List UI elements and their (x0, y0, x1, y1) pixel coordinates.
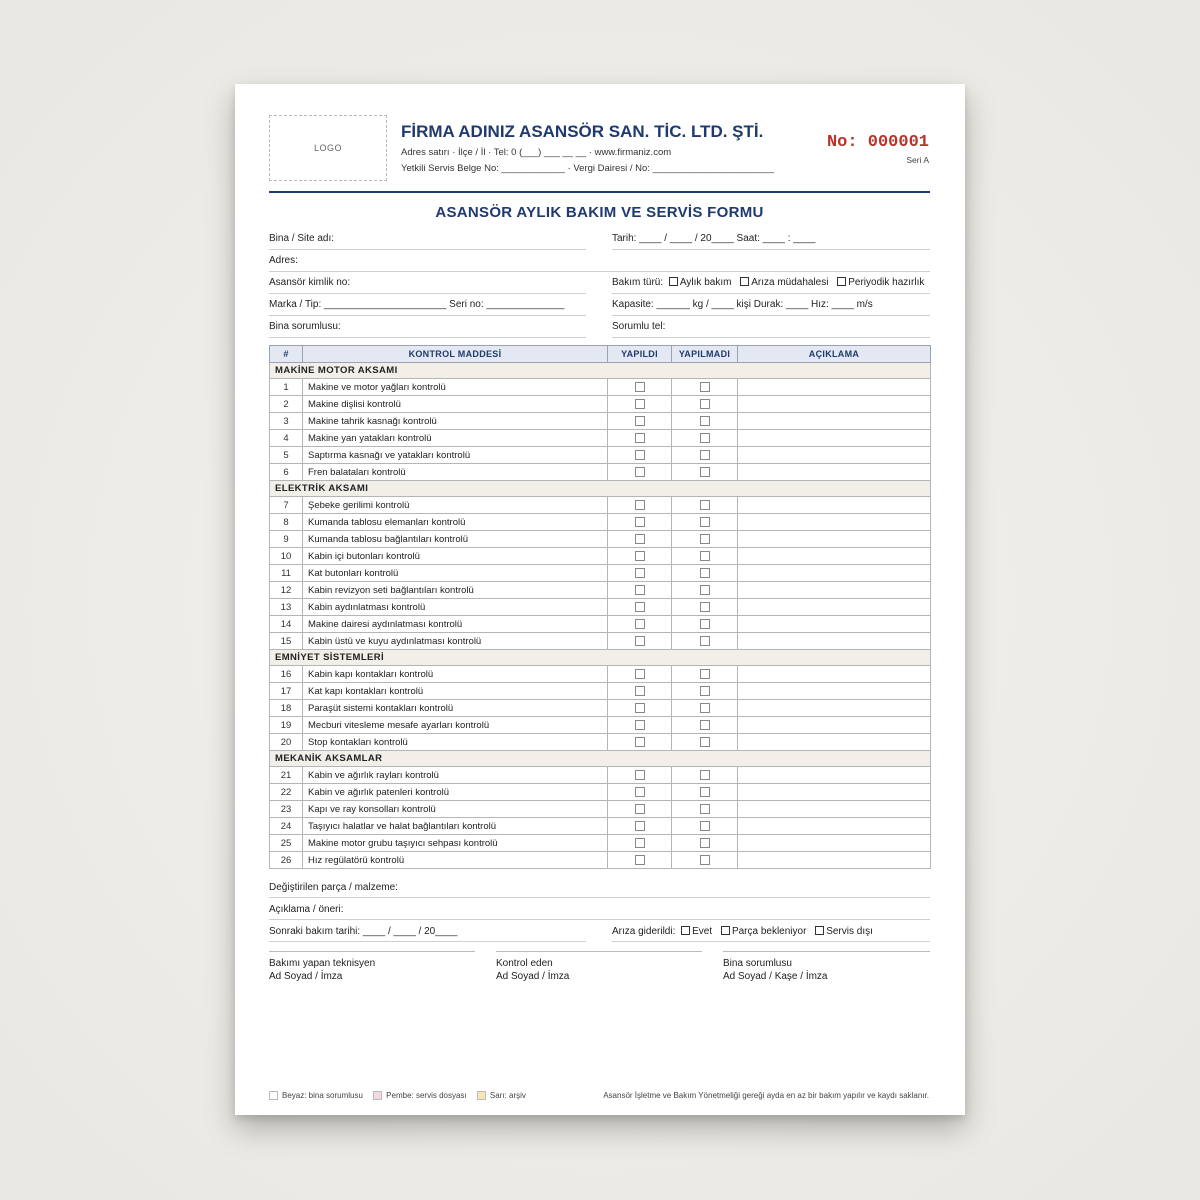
notes-field[interactable]: Açıklama / öneri: (269, 904, 344, 915)
table-row (270, 666, 931, 683)
serial-number: No: 000001 (826, 133, 929, 152)
done-cell (608, 548, 672, 565)
not-done-cell (672, 818, 738, 835)
not-done-checkbox[interactable] (700, 433, 710, 443)
field-underline (269, 315, 586, 316)
done-cell (608, 666, 672, 683)
done-cell (608, 497, 672, 514)
field-underline (612, 337, 930, 338)
table-row (270, 396, 931, 413)
responsible-tel-field[interactable]: Sorumlu tel: (612, 321, 666, 332)
table-row (270, 734, 931, 751)
table-row (270, 497, 931, 514)
out-of-service-checkbox[interactable] (815, 926, 824, 935)
col-done: YAPILDI (608, 346, 672, 363)
table-row (270, 700, 931, 717)
done-cell (608, 514, 672, 531)
section-title: EMNİYET SİSTEMLERİ (270, 650, 931, 666)
item-number: 6 (270, 464, 303, 481)
item-number: 10 (270, 548, 303, 565)
table-row (270, 413, 931, 430)
not-done-cell (672, 599, 738, 616)
maintenance-type-label: Bakım türü: (612, 277, 664, 289)
table-row (270, 430, 931, 447)
item-number: 14 (270, 616, 303, 633)
item-number: 22 (270, 784, 303, 801)
not-done-checkbox[interactable] (700, 399, 710, 409)
yes-label: Evet (692, 926, 713, 938)
field-underline (269, 249, 586, 250)
table-row (270, 683, 931, 700)
not-done-cell (672, 734, 738, 751)
item-text: Makine tahrik kasnağı kontrolü (303, 413, 608, 430)
item-text: Saptırma kasnağı ve yatakları kontrolü (303, 447, 608, 464)
table-row (270, 767, 931, 784)
section-row (270, 363, 931, 379)
done-checkbox[interactable] (635, 838, 645, 848)
not-done-checkbox[interactable] (700, 636, 710, 646)
notes-cell[interactable] (738, 464, 931, 481)
periodic-label: Periyodik hazırlık (848, 277, 925, 289)
done-checkbox[interactable] (635, 737, 645, 747)
item-number: 11 (270, 565, 303, 582)
not-done-checkbox[interactable] (700, 534, 710, 544)
yes-checkbox[interactable] (681, 926, 690, 935)
responsible-field[interactable]: Bina sorumlusu: (269, 321, 341, 332)
item-text: Şebeke gerilimi kontrolü (303, 497, 608, 514)
notes-cell[interactable] (738, 852, 931, 869)
item-text: Mecburi vitesleme mesafe ayarları kontrolü (303, 717, 608, 734)
item-number: 20 (270, 734, 303, 751)
white-copy-swatch (269, 1091, 278, 1100)
not-done-checkbox[interactable] (700, 450, 710, 460)
not-done-checkbox[interactable] (700, 855, 710, 865)
item-text: Kat butonları kontrolü (303, 565, 608, 582)
signature-line (496, 951, 702, 952)
not-done-cell (672, 683, 738, 700)
item-text: Makine motor grubu taşıyıcı sehpası kontrolü (303, 835, 608, 852)
item-number: 9 (270, 531, 303, 548)
item-text: Taşıyıcı halatlar ve halat bağlantıları kontrolü (303, 818, 608, 835)
item-number: 17 (270, 683, 303, 700)
section-title: ELEKTRİK AKSAMI (270, 481, 931, 497)
table-row (270, 818, 931, 835)
done-cell (608, 683, 672, 700)
table-row (270, 464, 931, 481)
item-text: Kumanda tablosu elemanları kontrolü (303, 514, 608, 531)
not-done-checkbox[interactable] (700, 467, 710, 477)
table-header-row (270, 346, 931, 363)
signature-sub: Ad Soyad / İmza (269, 971, 343, 982)
awaiting-parts-label: Parça bekleniyor (731, 926, 807, 938)
notes-cell[interactable] (738, 616, 931, 633)
item-number: 23 (270, 801, 303, 818)
done-cell (608, 700, 672, 717)
notes-cell[interactable] (738, 717, 931, 734)
yellow-copy-swatch (477, 1091, 486, 1100)
done-checkbox[interactable] (635, 821, 645, 831)
parts-field[interactable]: Değiştirilen parça / malzeme: (269, 882, 398, 893)
done-cell (608, 633, 672, 650)
done-cell (608, 531, 672, 548)
notes-cell[interactable] (738, 396, 931, 413)
company-authorization: Yetkili Servis Belge No: ____________ · Vergi Dairesi / No: _______________________ (401, 163, 775, 174)
table-row (270, 835, 931, 852)
not-done-cell (672, 852, 738, 869)
item-number: 15 (270, 633, 303, 650)
not-done-checkbox[interactable] (700, 787, 710, 797)
yellow-copy-label: Sarı: arşiv (489, 1091, 526, 1100)
item-number: 2 (270, 396, 303, 413)
done-cell (608, 835, 672, 852)
item-number: 18 (270, 700, 303, 717)
notes-cell[interactable] (738, 514, 931, 531)
item-text: Kabin ve ağırlık rayları kontrolü (303, 767, 608, 784)
not-done-cell (672, 784, 738, 801)
logo-placeholder (269, 115, 387, 181)
pink-copy-label: Pembe: servis dosyası (386, 1091, 467, 1100)
table-row (270, 784, 931, 801)
notes-cell[interactable] (738, 599, 931, 616)
field-underline (269, 337, 586, 338)
not-done-checkbox[interactable] (700, 770, 710, 780)
done-cell (608, 565, 672, 582)
item-text: Hız regülatörü kontrolü (303, 852, 608, 869)
item-number: 5 (270, 447, 303, 464)
done-checkbox[interactable] (635, 585, 645, 595)
item-text: Kumanda tablosu bağlantıları kontrolü (303, 531, 608, 548)
done-cell (608, 734, 672, 751)
not-done-checkbox[interactable] (700, 382, 710, 392)
item-number: 12 (270, 582, 303, 599)
table-row (270, 633, 931, 650)
not-done-cell (672, 447, 738, 464)
done-checkbox[interactable] (635, 636, 645, 646)
done-checkbox[interactable] (635, 720, 645, 730)
done-checkbox[interactable] (635, 551, 645, 561)
done-checkbox[interactable] (635, 450, 645, 460)
signature-role: Kontrol eden (496, 958, 553, 969)
done-checkbox[interactable] (635, 855, 645, 865)
not-done-checkbox[interactable] (700, 585, 710, 595)
fault-response-label: Arıza müdahalesi (751, 277, 829, 289)
notes-cell[interactable] (738, 734, 931, 751)
done-checkbox[interactable] (635, 433, 645, 443)
monthly-label: Aylık bakım (679, 277, 732, 289)
elevator-id-field[interactable]: Asansör kimlik no: (269, 277, 351, 288)
not-done-checkbox[interactable] (700, 703, 710, 713)
out-of-service-label: Servis dışı (826, 926, 873, 938)
done-checkbox[interactable] (635, 500, 645, 510)
signature-role: Bina sorumlusu (723, 958, 792, 969)
signature-role: Bakımı yapan teknisyen (269, 958, 376, 969)
done-cell (608, 599, 672, 616)
item-number: 21 (270, 767, 303, 784)
signature-technician[interactable] (269, 957, 375, 983)
not-done-checkbox[interactable] (700, 720, 710, 730)
not-done-cell (672, 801, 738, 818)
not-done-checkbox[interactable] (700, 686, 710, 696)
item-text: Makine dairesi aydınlatması kontrolü (303, 616, 608, 633)
copy-legend (269, 1091, 526, 1100)
item-text: Makine yan yatakları kontrolü (303, 430, 608, 447)
done-checkbox[interactable] (635, 568, 645, 578)
item-number: 24 (270, 818, 303, 835)
fault-response-checkbox[interactable] (740, 277, 749, 286)
not-done-checkbox[interactable] (700, 804, 710, 814)
pink-copy-swatch (373, 1091, 382, 1100)
fault-resolved-label: Arıza giderildi: (612, 926, 676, 938)
item-number: 25 (270, 835, 303, 852)
not-done-cell (672, 565, 738, 582)
field-underline (269, 941, 586, 942)
monthly-checkbox[interactable] (669, 277, 678, 286)
not-done-checkbox[interactable] (700, 602, 710, 612)
table-row (270, 379, 931, 396)
item-number: 7 (270, 497, 303, 514)
item-text: Stop kontakları kontrolü (303, 734, 608, 751)
notes-cell[interactable] (738, 700, 931, 717)
done-cell (608, 464, 672, 481)
item-text: Kabin üstü ve kuyu aydınlatması kontrolü (303, 633, 608, 650)
fault-resolved-group (612, 926, 873, 940)
done-checkbox[interactable] (635, 534, 645, 544)
notes-cell[interactable] (738, 767, 931, 784)
table-row (270, 717, 931, 734)
not-done-cell (672, 464, 738, 481)
not-done-cell (672, 616, 738, 633)
item-number: 1 (270, 379, 303, 396)
notes-cell[interactable] (738, 447, 931, 464)
next-maintenance-field[interactable]: Sonraki bakım tarihi: ____ / ____ / 20____ (269, 926, 458, 937)
item-text: Fren balataları kontrolü (303, 464, 608, 481)
done-checkbox[interactable] (635, 467, 645, 477)
signature-inspector[interactable] (496, 957, 569, 983)
signature-line (269, 951, 475, 952)
notes-cell[interactable] (738, 379, 931, 396)
done-cell (608, 801, 672, 818)
signature-building-manager[interactable] (723, 957, 828, 983)
company-address: Adres satırı · İlçe / İl · Tel: 0 (___) ___ __ __ · www.firmaniz.com (401, 147, 672, 158)
done-cell (608, 818, 672, 835)
item-number: 4 (270, 430, 303, 447)
periodic-checkbox[interactable] (837, 277, 846, 286)
done-checkbox[interactable] (635, 686, 645, 696)
field-underline (269, 897, 930, 898)
not-done-checkbox[interactable] (700, 737, 710, 747)
notes-cell[interactable] (738, 633, 931, 650)
item-text: Kabin ve ağırlık patenleri kontrolü (303, 784, 608, 801)
notes-cell[interactable] (738, 683, 931, 700)
done-cell (608, 413, 672, 430)
field-underline (269, 293, 586, 294)
done-checkbox[interactable] (635, 602, 645, 612)
notes-cell[interactable] (738, 497, 931, 514)
item-number: 13 (270, 599, 303, 616)
item-text: Kapı ve ray konsolları kontrolü (303, 801, 608, 818)
table-row (270, 616, 931, 633)
not-done-checkbox[interactable] (700, 517, 710, 527)
section-title: MAKİNE MOTOR AKSAMI (270, 363, 931, 379)
field-underline (269, 919, 930, 920)
white-copy-label: Beyaz: bina sorumlusu (282, 1091, 363, 1100)
capacity-field[interactable]: Kapasite: ______ kg / ____ kişi Durak: ____ Hız: ____ m/s (612, 299, 873, 310)
item-text: Paraşüt sistemi kontakları kontrolü (303, 700, 608, 717)
not-done-cell (672, 430, 738, 447)
not-done-cell (672, 717, 738, 734)
field-underline (612, 293, 930, 294)
header-divider (269, 191, 930, 193)
not-done-cell (672, 700, 738, 717)
building-name-field[interactable]: Bina / Site adı: (269, 233, 335, 244)
item-number: 26 (270, 852, 303, 869)
not-done-cell (672, 379, 738, 396)
done-cell (608, 379, 672, 396)
table-row (270, 582, 931, 599)
col-not-done: YAPILMADI (672, 346, 738, 363)
done-checkbox[interactable] (635, 669, 645, 679)
done-cell (608, 852, 672, 869)
table-row (270, 852, 931, 869)
not-done-cell (672, 835, 738, 852)
notes-cell[interactable] (738, 548, 931, 565)
signature-line (723, 951, 930, 952)
section-row (270, 650, 931, 666)
done-cell (608, 767, 672, 784)
done-checkbox[interactable] (635, 804, 645, 814)
checklist-table (269, 345, 931, 869)
not-done-checkbox[interactable] (700, 551, 710, 561)
done-checkbox[interactable] (635, 787, 645, 797)
field-underline (269, 271, 930, 272)
checklist-body (270, 363, 931, 869)
notes-cell[interactable] (738, 582, 931, 599)
not-done-checkbox[interactable] (700, 568, 710, 578)
notes-cell[interactable] (738, 835, 931, 852)
not-done-cell (672, 582, 738, 599)
not-done-checkbox[interactable] (700, 821, 710, 831)
done-checkbox[interactable] (635, 619, 645, 629)
done-cell (608, 582, 672, 599)
done-checkbox[interactable] (635, 416, 645, 426)
done-checkbox[interactable] (635, 382, 645, 392)
notes-cell[interactable] (738, 531, 931, 548)
not-done-cell (672, 396, 738, 413)
not-done-checkbox[interactable] (700, 416, 710, 426)
done-checkbox[interactable] (635, 517, 645, 527)
notes-cell[interactable] (738, 666, 931, 683)
regulation-note: Asansör İşletme ve Bakım Yönetmeliği gereği ayda en az bir bakım yapılır ve kaydı saklanır. (603, 1091, 929, 1100)
not-done-cell (672, 633, 738, 650)
item-text: Kabin kapı kontakları kontrolü (303, 666, 608, 683)
table-row (270, 565, 931, 582)
not-done-checkbox[interactable] (700, 619, 710, 629)
date-time-field[interactable]: Tarih: ____ / ____ / 20____ Saat: ____ : ____ (612, 233, 816, 244)
item-text: Makine ve motor yağları kontrolü (303, 379, 608, 396)
col-notes: AÇIKLAMA (738, 346, 931, 363)
signature-sub: Ad Soyad / Kaşe / İmza (723, 971, 828, 982)
done-cell (608, 616, 672, 633)
table-row (270, 801, 931, 818)
notes-cell[interactable] (738, 818, 931, 835)
brand-serial-field[interactable]: Marka / Tip: ______________________ Seri no: ______________ (269, 299, 565, 310)
col-number: # (270, 346, 303, 363)
not-done-cell (672, 413, 738, 430)
not-done-cell (672, 531, 738, 548)
notes-cell[interactable] (738, 801, 931, 818)
field-underline (612, 249, 930, 250)
done-checkbox[interactable] (635, 399, 645, 409)
table-row (270, 548, 931, 565)
item-text: Kabin aydınlatması kontrolü (303, 599, 608, 616)
table-row (270, 599, 931, 616)
section-row (270, 481, 931, 497)
table-row (270, 447, 931, 464)
done-cell (608, 447, 672, 464)
section-row (270, 751, 931, 767)
notes-cell[interactable] (738, 430, 931, 447)
item-text: Kabin revizyon seti bağlantıları kontrolü (303, 582, 608, 599)
field-underline (612, 315, 930, 316)
awaiting-parts-checkbox[interactable] (721, 926, 730, 935)
not-done-checkbox[interactable] (700, 669, 710, 679)
maintenance-type-group (612, 277, 924, 291)
signature-sub: Ad Soyad / İmza (496, 971, 570, 982)
not-done-cell (672, 514, 738, 531)
not-done-cell (672, 666, 738, 683)
series-label: Seri A (906, 155, 929, 165)
form-title: ASANSÖR AYLIK BAKIM VE SERVİS FORMU (435, 204, 764, 221)
company-name: FİRMA ADINIZ ASANSÖR SAN. TİC. LTD. ŞTİ. (401, 122, 764, 141)
item-text: Kabin içi butonları kontrolü (303, 548, 608, 565)
notes-cell[interactable] (738, 784, 931, 801)
notes-cell[interactable] (738, 413, 931, 430)
item-number: 3 (270, 413, 303, 430)
done-checkbox[interactable] (635, 770, 645, 780)
notes-cell[interactable] (738, 565, 931, 582)
item-number: 16 (270, 666, 303, 683)
item-number: 19 (270, 717, 303, 734)
item-number: 8 (270, 514, 303, 531)
done-cell (608, 784, 672, 801)
not-done-cell (672, 767, 738, 784)
not-done-checkbox[interactable] (700, 838, 710, 848)
not-done-cell (672, 548, 738, 565)
section-title: MEKANİK AKSAMLAR (270, 751, 931, 767)
address-field[interactable]: Adres: (269, 255, 298, 266)
done-cell (608, 430, 672, 447)
col-item: KONTROL MADDESİ (303, 346, 608, 363)
done-cell (608, 717, 672, 734)
logo-label: LOGO (313, 143, 342, 153)
field-underline (612, 941, 930, 942)
item-text: Makine dişlisi kontrolü (303, 396, 608, 413)
table-row (270, 514, 931, 531)
form-sheet (235, 84, 965, 1115)
table-row (270, 531, 931, 548)
done-cell (608, 396, 672, 413)
done-checkbox[interactable] (635, 703, 645, 713)
not-done-cell (672, 497, 738, 514)
item-text: Kat kapı kontakları kontrolü (303, 683, 608, 700)
not-done-checkbox[interactable] (700, 500, 710, 510)
